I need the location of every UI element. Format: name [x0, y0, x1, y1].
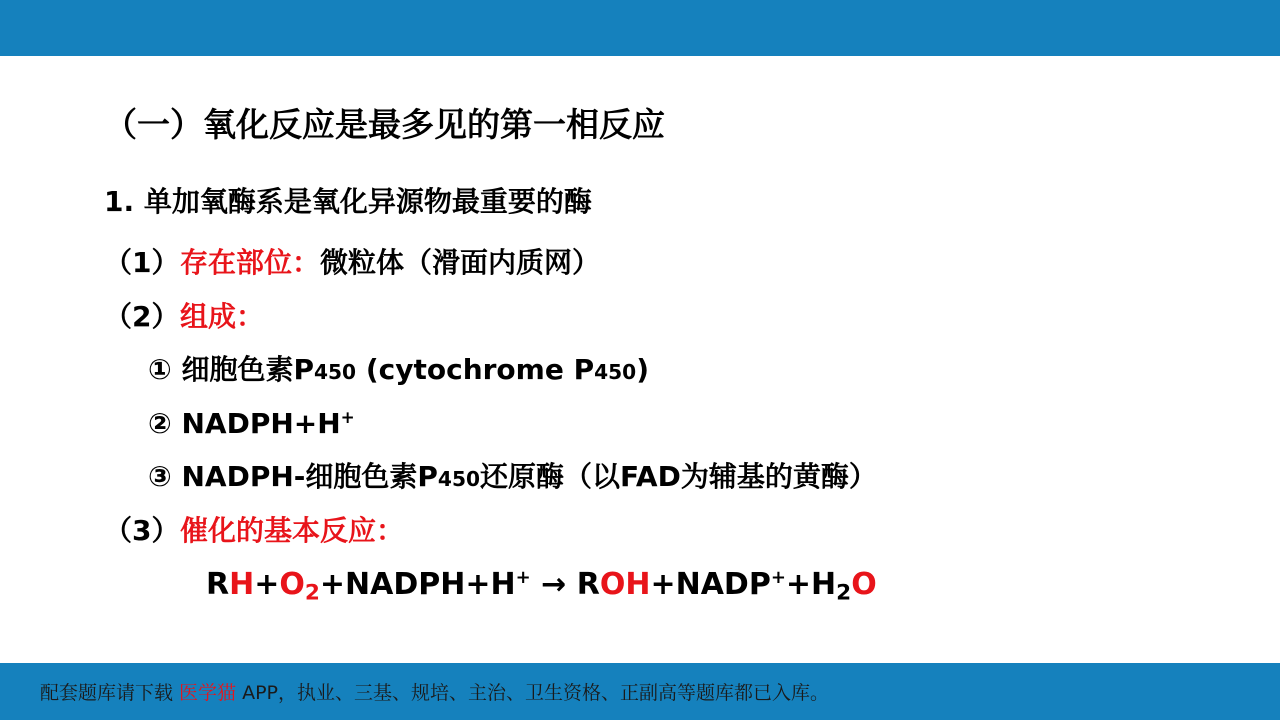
slide-title: （一）氧化反应是最多见的第一相反应 — [104, 105, 665, 144]
eq-r: R — [206, 567, 230, 602]
item-number: （1） — [104, 246, 180, 279]
eq-o: O — [279, 567, 305, 602]
component-text-3: ) — [636, 353, 649, 386]
top-banner — [0, 0, 1280, 56]
item-label: 催化的基本反应： — [180, 514, 405, 547]
footer-prefix: 配套题库请下载 — [40, 682, 180, 704]
item-label: 存在部位： — [180, 246, 321, 279]
component-text-2: (cytochrome P — [356, 353, 595, 386]
eq-nadp: +NADP — [650, 567, 771, 602]
marker: ① — [148, 353, 172, 386]
marker: ③ — [148, 460, 172, 493]
eq-arrow: → — [530, 567, 577, 602]
subscript-2: 450 — [594, 360, 637, 384]
eq-water-subscript: 2 — [836, 580, 852, 606]
footer-suffix: APP，执业、三基、规培、主治、卫生资格、正副高等题库都已入库。 — [236, 682, 830, 704]
component-2 — [148, 405, 355, 443]
reaction-equation — [206, 564, 877, 606]
item-label: 组成： — [180, 300, 265, 333]
eq-h: H — [229, 567, 255, 602]
subscript: 450 — [314, 360, 357, 384]
item-number: （3） — [104, 514, 180, 547]
eq-water-o: O — [851, 567, 877, 602]
item-composition — [104, 298, 264, 336]
eq-nadph: +NADPH+H — [319, 567, 516, 602]
eq-r2: R — [576, 567, 600, 602]
superscript: + — [340, 406, 355, 427]
component-text: NADPH+H — [181, 407, 341, 440]
component-3 — [148, 458, 877, 498]
component-text: NADPH-细胞色素P — [181, 460, 438, 493]
section-heading: 1. 单加氧酶系是氧化异源物最重要的酶 — [104, 185, 592, 218]
footer-promo — [40, 680, 829, 706]
eq-nadp-charge: + — [770, 567, 786, 589]
component-text-2: 还原酶（以FAD为辅基的黄酶） — [480, 460, 877, 493]
component-1 — [148, 351, 649, 391]
eq-h-charge: + — [515, 567, 531, 589]
component-text: 细胞色素P — [181, 353, 314, 386]
eq-plus: + — [254, 567, 280, 602]
item-text: 微粒体（滑面内质网） — [320, 246, 601, 279]
item-location — [104, 244, 600, 282]
subscript: 450 — [437, 467, 480, 491]
item-reaction — [104, 512, 404, 550]
eq-o-subscript: 2 — [304, 580, 320, 606]
eq-water-h: +H — [785, 567, 837, 602]
marker: ② — [148, 407, 172, 440]
eq-oh: OH — [599, 567, 651, 602]
footer-brand-link[interactable]: 医学猫 — [179, 682, 237, 704]
item-number: （2） — [104, 300, 180, 333]
